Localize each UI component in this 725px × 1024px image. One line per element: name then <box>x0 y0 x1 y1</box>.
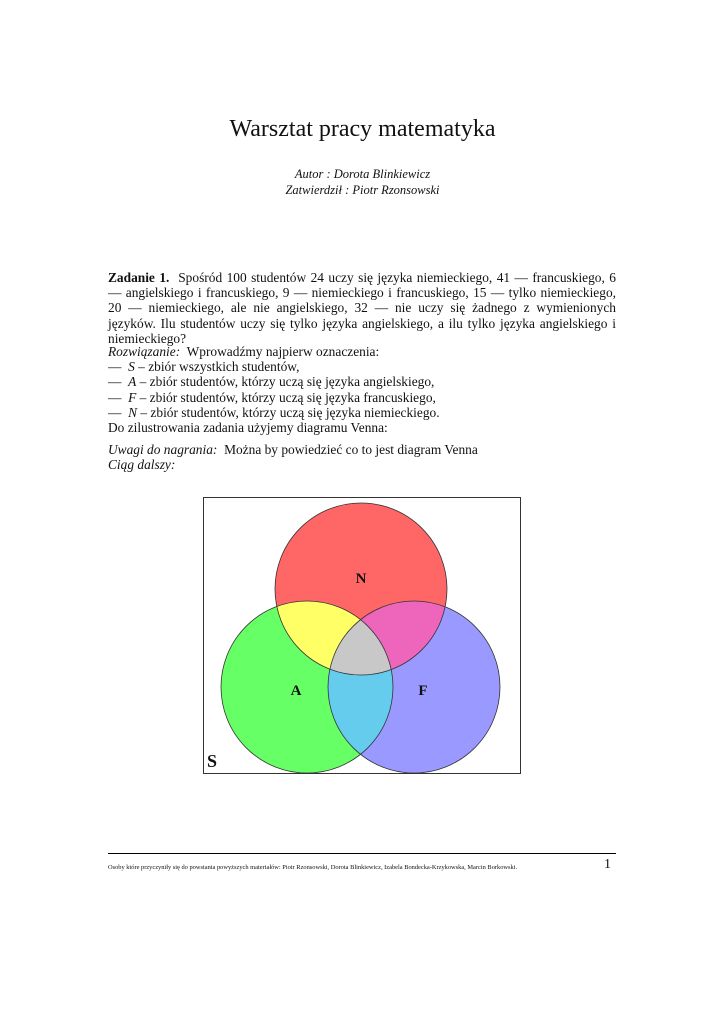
notes-label: Uwagi do nagrania: <box>108 442 218 457</box>
definition-item <box>108 374 616 389</box>
notes-line <box>108 442 616 457</box>
item-symbol: F <box>128 389 137 405</box>
item-symbol: A <box>128 374 137 390</box>
item-dash: — <box>108 404 122 420</box>
document-title: Warsztat pracy matematyka <box>229 116 496 142</box>
task-label: Zadanie 1. <box>108 270 170 285</box>
set-f-label: F <box>418 683 428 699</box>
universe-label: S <box>207 751 218 771</box>
footer-note: Osoby które przyczyniły się do powstania powyższych materiałów: Piotr Rzonsowski, Dorota Blinkiewicz, Izabela Bondecka-Krzykowska, Marcin Borkowski. <box>108 864 518 871</box>
item-text: – zbiór studentów, którzy uczą się języka niemieckiego. <box>140 404 440 420</box>
task-paragraph <box>108 270 616 346</box>
item-symbol: S <box>128 359 135 375</box>
approved-line: Zatwierdził : Piotr Rzonsowski <box>285 183 440 197</box>
definition-item <box>108 405 616 420</box>
item-text: – zbiór wszystkich studentów, <box>138 359 300 375</box>
set-n-label: N <box>355 571 367 587</box>
solution-intro: Wprowadźmy najpierw oznaczenia: <box>186 344 380 359</box>
item-dash: — <box>108 359 122 375</box>
footer-rule <box>108 853 616 854</box>
continuation-label: Ciąg dalszy: <box>108 457 176 473</box>
item-text: – zbiór studentów, którzy uczą się języka angielskiego, <box>139 374 435 390</box>
author-line: Autor : Dorota Blinkiewicz <box>294 167 431 181</box>
task-text: Spośród 100 studentów 24 uczy się języka niemieckiego, 41 — francuskiego, 6 — angielskiego i francuskiego, 9 — niemieckiego i francuskiego, 15 — tylko niemieckiego, 20 — niemieckiego, ale nie angielskiego, 32 — nie uczy się żadnego z wymienionych języków. Ilu studentów uczy się tylko języka angielskiego, a ilu tylko języka angielskiego i niemieckiego? <box>108 270 616 346</box>
solution-label: Rozwiązanie: <box>108 344 181 359</box>
page-number: 1 <box>604 857 611 872</box>
item-dash: — <box>108 374 122 390</box>
notes-text: Można by powiedzieć co to jest diagram Venna <box>224 442 478 457</box>
venn-diagram <box>203 497 521 774</box>
item-text: – zbiór studentów, którzy uczą się języka francuskiego, <box>139 389 436 405</box>
definition-item <box>108 390 616 405</box>
item-symbol: N <box>128 404 138 420</box>
item-dash: — <box>108 389 122 405</box>
notes-section <box>108 442 616 472</box>
solution-closing: Do zilustrowania zadania użyjemy diagramu Venna: <box>108 420 388 436</box>
set-a-label: A <box>290 683 302 699</box>
solution-intro-line <box>108 344 616 359</box>
definition-item <box>108 359 616 374</box>
solution-section <box>108 344 616 435</box>
